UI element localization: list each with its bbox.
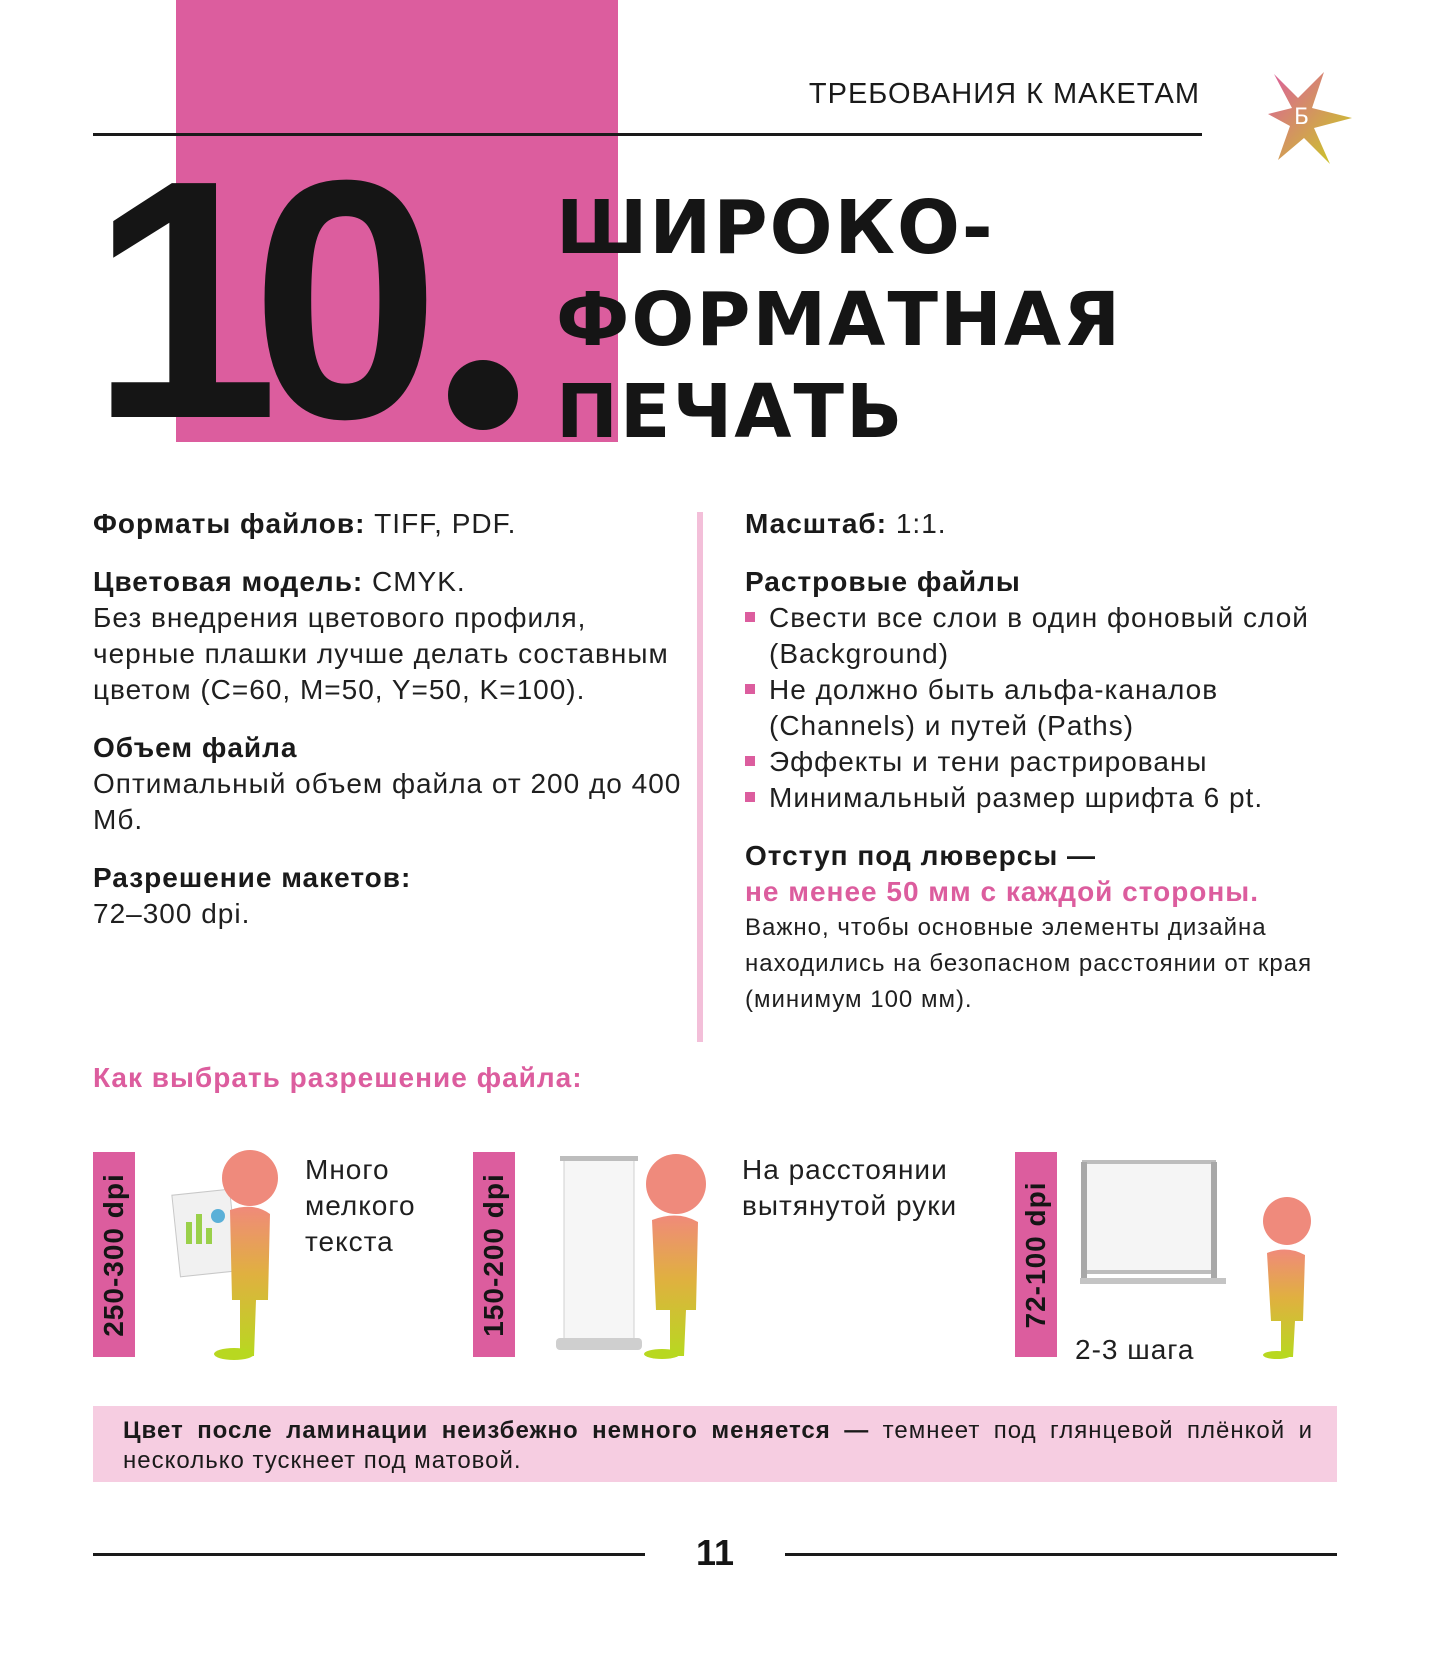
list-item: Минимальный размер шрифта 6 pt. bbox=[745, 780, 1365, 816]
list-item: Эффекты и тени растрированы bbox=[745, 744, 1365, 780]
rollup-banner-icon bbox=[550, 1150, 720, 1360]
chapter-number-dot bbox=[448, 360, 518, 430]
press-wall-icon bbox=[1080, 1150, 1230, 1290]
resolution-value: 72–300 dpi. bbox=[93, 898, 251, 929]
dpi-caption: На расстоянии вытянутой руки bbox=[742, 1154, 958, 1221]
right-column bbox=[745, 506, 1365, 1018]
small-figure-icon bbox=[1245, 1195, 1325, 1360]
dpi-caption: 2-3 шага bbox=[1075, 1334, 1195, 1365]
chapter-title-line: ПЕЧАТЬ bbox=[556, 369, 905, 455]
scale-label: Масштаб: bbox=[745, 508, 888, 539]
chapter-title bbox=[556, 182, 1122, 458]
footer-rule-left bbox=[93, 1553, 645, 1556]
formats-value: TIFF, PDF. bbox=[365, 508, 517, 539]
dpi-tag-label: 250-300 dpi bbox=[98, 1172, 129, 1337]
formats-paragraph bbox=[93, 506, 693, 542]
note-text: темнеет под глянцевой плёнкой и несколько тускнеет под матовой. bbox=[123, 1417, 1313, 1474]
figure-reading-icon bbox=[170, 1150, 290, 1360]
file-size-paragraph bbox=[93, 730, 693, 838]
color-model-value: CMYK. bbox=[363, 566, 466, 597]
color-model-description: Без внедрения цветового профиля, черные плашки лучше делать составным цветом (C=60, M=50, Y=50, K=100). bbox=[93, 602, 669, 705]
raster-list bbox=[745, 600, 1365, 816]
formats-label: Форматы файлов: bbox=[93, 508, 366, 539]
chapter-title-line: ФОРМАТНАЯ bbox=[556, 277, 1123, 363]
logo-mark-icon bbox=[1268, 68, 1356, 168]
scale-value: 1:1. bbox=[887, 508, 947, 539]
dpi-tag-label: 150-200 dpi bbox=[478, 1172, 509, 1337]
chapter-title-line: ШИРОКО- bbox=[556, 185, 995, 271]
note-bold: Цвет после ламинации неизбежно немного меняется — bbox=[123, 1417, 870, 1444]
dpi-caption: Много мелкого текста bbox=[305, 1154, 416, 1257]
svg-text:Б: Б bbox=[1294, 105, 1310, 130]
raster-heading bbox=[745, 564, 1365, 600]
column-divider bbox=[697, 512, 703, 1042]
footer-rule-right bbox=[785, 1553, 1337, 1556]
file-size-description: Оптимальный объем файла от 200 до 400 Мб. bbox=[93, 768, 682, 835]
grommet-value: не менее 50 мм с каждой стороны. bbox=[745, 876, 1260, 907]
dpi-tag bbox=[1015, 1152, 1057, 1357]
resolution-label: Разрешение макетов: bbox=[93, 862, 412, 893]
dpi-tag-label: 72-100 dpi bbox=[1020, 1181, 1051, 1328]
dpi-tag bbox=[473, 1152, 515, 1357]
page-number: 11 bbox=[695, 1532, 735, 1573]
resolution-guide-label: Как выбрать разрешение файла: bbox=[93, 1062, 583, 1093]
grommet-label: Отступ под люверсы — bbox=[745, 840, 1097, 871]
color-model-paragraph bbox=[93, 564, 693, 708]
list-item: Свести все слои в один фоновый слой (Background) bbox=[745, 600, 1365, 672]
section-title: ТРЕБОВАНИЯ К МАКЕТАМ bbox=[808, 78, 1200, 110]
raster-label: Растровые файлы bbox=[745, 566, 1021, 597]
color-model-label: Цветовая модель: bbox=[93, 566, 364, 597]
dpi-tag bbox=[93, 1152, 135, 1357]
grommet-paragraph bbox=[745, 838, 1365, 910]
left-column bbox=[93, 506, 693, 954]
chapter-number: 10 bbox=[90, 110, 413, 490]
file-size-label: Объем файла bbox=[93, 732, 298, 763]
lamination-note bbox=[93, 1406, 1337, 1482]
resolution-paragraph bbox=[93, 860, 693, 932]
grommet-description: Важно, чтобы основные элементы дизайна находились на безопасном расстоянии от края (минимум 100 мм). bbox=[745, 914, 1313, 1013]
scale-paragraph bbox=[745, 506, 1365, 542]
list-item: Не должно быть альфа-каналов (Channels) и путей (Paths) bbox=[745, 672, 1365, 744]
